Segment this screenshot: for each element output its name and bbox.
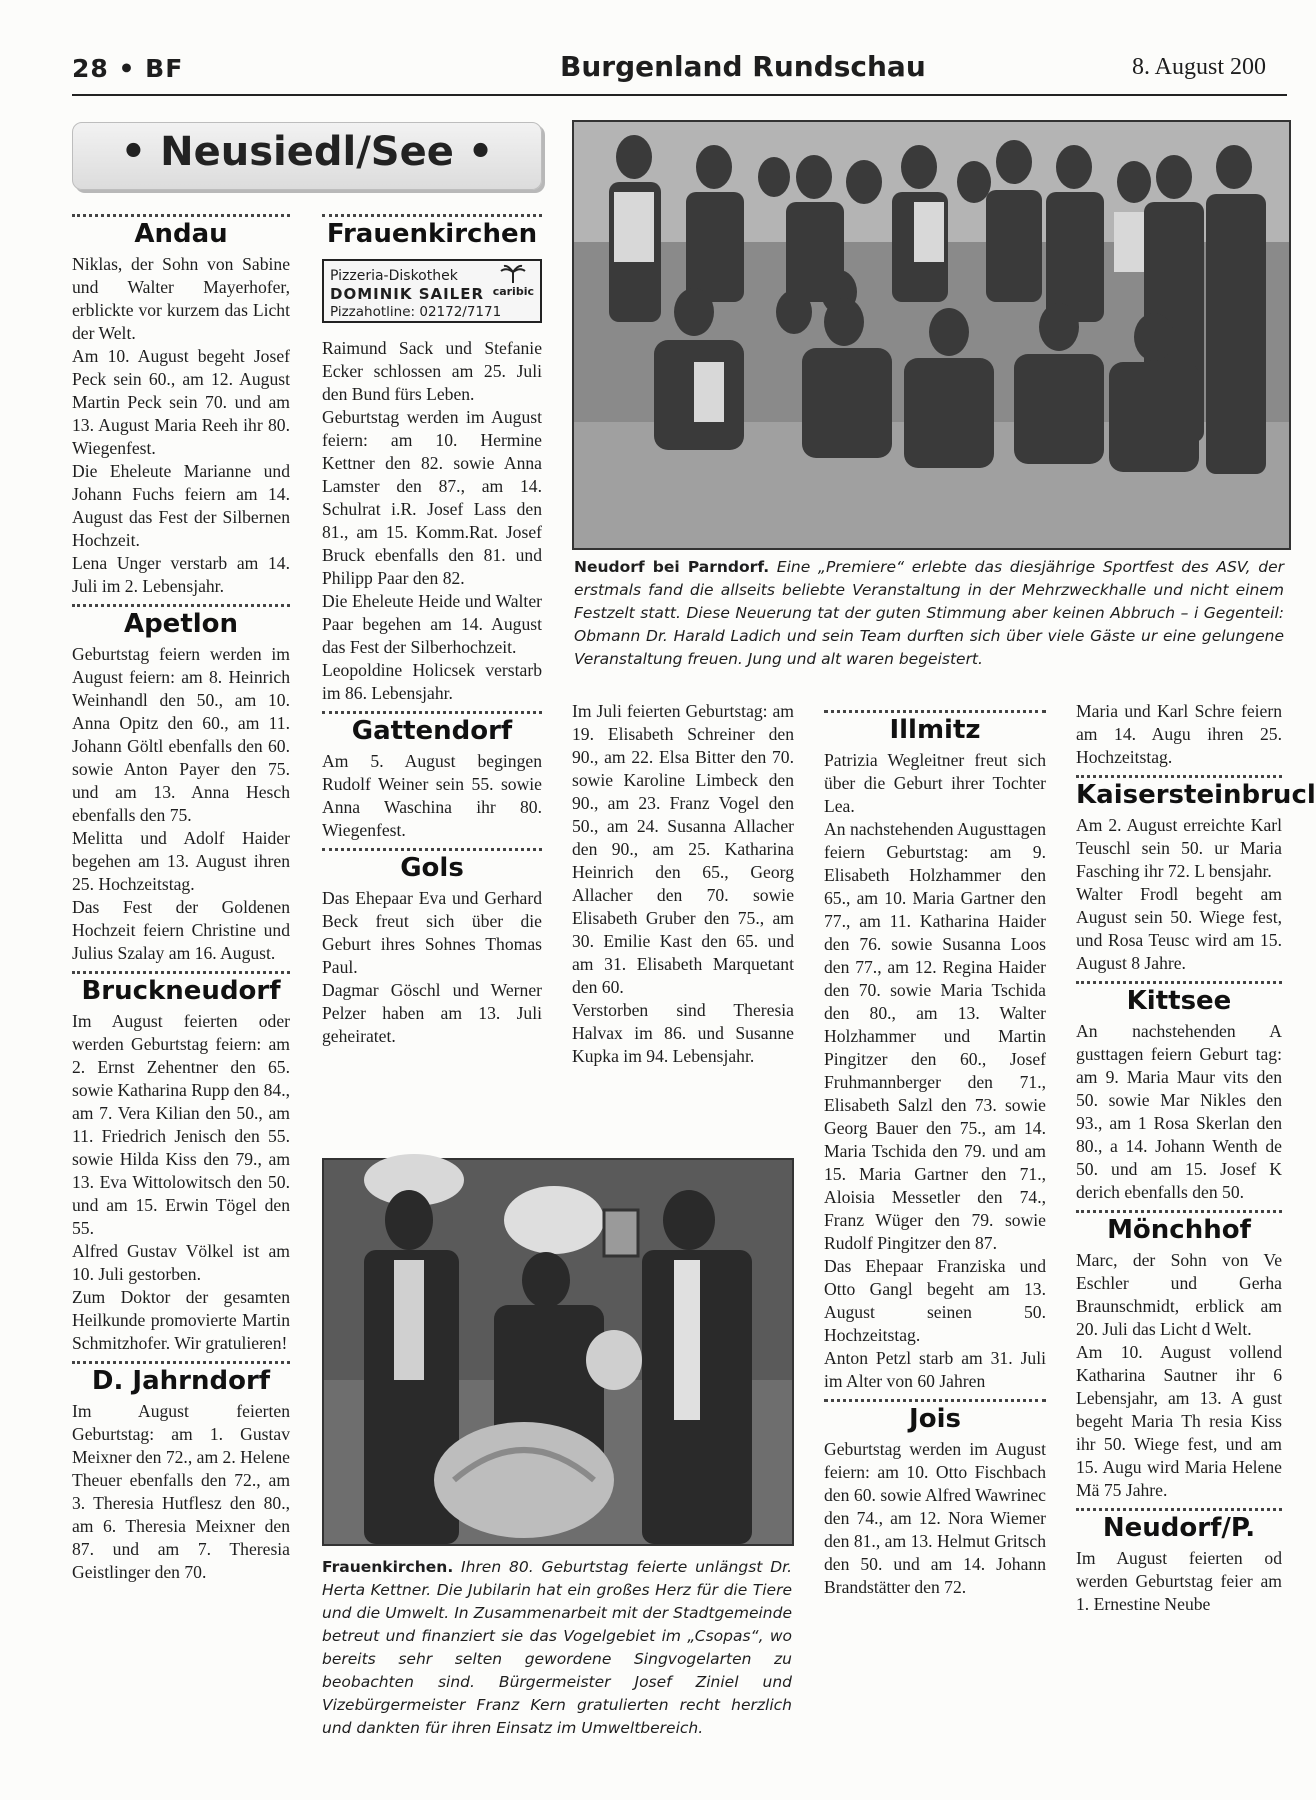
article-heading: Gattendorf: [351, 716, 513, 746]
article-paragraph: Im Juli feierten Geburtstag: am 19. Elisabeth Schreiner den 90., am 22. Elsa Bitter den 70. sowie Karoline Limbeck den 90., am 23. Franz Vogel den 50., am 24. Susanna Allacher den 90., am 25. Katharina Heinrich den 65., Georg Allacher den 70. sowie Elisabeth Gruber den 75., am 30. Emilie Kast den 65. und am 31. Elisabeth Marquetant den 60.: [572, 701, 794, 997]
article-paragraph: Am 10. August vollend Katharina Sautner ihr 6 Lebensjahr, am 13. A gust begeht Maria Th resia Kiss ihr 50. Wiege fest, und am 15. Augu wird Maria Helene Mä 75 Jahre.: [1076, 1342, 1282, 1500]
article-paragraph: Am 5. August begingen Rudolf Weiner sein 55. sowie Anna Waschina ihr 80. Wiegenfest.: [322, 751, 542, 840]
article-heading: Kaisersteinbrucl: [1076, 780, 1316, 810]
article-paragraph: Leopoldine Holicsek verstarb im 86. Lebensjahr.: [322, 660, 542, 703]
article-heading: Illmitz: [889, 715, 981, 745]
article-paragraph: Das Ehepaar Eva und Gerhard Beck freut sich über die Geburt ihres Sohnes Thomas Paul.: [322, 888, 542, 977]
article-paragraph: Das Ehepaar Franziska und Otto Gangl begeht am 13. August seinen 50. Hochzeitstag.: [824, 1256, 1046, 1345]
article-paragraph: Das Fest der Goldenen Hochzeit feiern Christine und Julius Szalay am 16. August.: [72, 897, 290, 963]
article-paragraph: Verstorben sind Theresia Halvax im 86. und Susanne Kupka im 94. Lebensjahr.: [572, 1000, 794, 1066]
article-heading: Andau: [134, 219, 228, 249]
article-paragraph: Maria und Karl Schre feiern am 14. Augu ihren 25. Hochzeitstag.: [1076, 701, 1282, 767]
article-paragraph: Lena Unger verstarb am 14. Juli im 2. Lebensjahr.: [72, 553, 290, 596]
column-2: [322, 208, 542, 1048]
article-heading: Bruckneudorf: [81, 976, 281, 1006]
article-paragraph: Im August feierten oder werden Geburtstag feiern: am 2. Ernst Zehentner den 65. sowie Katharina Rupp den 84., am 7. Vera Kilian den 50., am 11. Friedrich Jenisch den 55. sowie Hilda Kiss den 79., am 13. Eva Wittolowitsch den 50. und am 15. Erwin Tögel den 55.: [72, 1011, 290, 1238]
article-paragraph: Walter Frodl begeht am August sein 50. Wiege fest, und Rosa Teusc wird am 15. August 8 Jahre.: [1076, 884, 1282, 973]
ad-logo: [493, 265, 534, 298]
caption-text: Ihren 80. Geburtstag feierte unlängst Dr. Herta Kettner. Die Jubilarin hat ein großes Herz für die Tiere und die Umwelt. In Zusammenarbeit mit der Stadtgemeinde betreut und finanziert sie das Vogelgebiet im „Csopas“, wo bereits sehr selten gewordene Singvogelarten zu beobachten sind. Bürgermeister Josef Ziniel und Vizebürgermeister Franz Kern gratulierten recht herzlich und dankten für ihren Einsatz im Umweltbereich.: [322, 1558, 792, 1737]
article-paragraph: Dagmar Göschl und Werner Pelzer haben am 13. Juli geheiratet.: [322, 980, 542, 1046]
article-heading: Kittsee: [1126, 986, 1232, 1016]
section-title: • Neusiedl/See •: [120, 129, 494, 175]
article-paragraph: An nachstehenden Augusttagen feiern Geburtstag: am 9. Elisabeth Holzhammer den 65., am 10. Maria Gartner den 77., am 11. Katharina Haider den 76. sowie Susanna Loos den 77., am 12. Regina Haider den 70. sowie Maria Tschida den 80., am 13. Walter Holzhammer und Martin Pingitzer den 60., Josef Fruhmannberger den 71., Elisabeth Salzl den 73. sowie Georg Bauer den 75., am 14. Maria Tschida den 79. und am 15. Maria Gartner den 71., Aloisia Messetler den 74., Franz Wüger den 79. sowie Rudolf Pingitzer den 87.: [824, 819, 1046, 1253]
sportfest-group-photo: [572, 120, 1291, 550]
article-heading: D. Jahrndorf: [91, 1366, 271, 1396]
article-paragraph: Alfred Gustav Völkel ist am 10. Juli gestorben.: [72, 1241, 290, 1284]
article-paragraph: Im August feierten Geburtstag: am 1. Gustav Meixner den 72., am 2. Helene Theuer ebenfalls den 72., am 3. Theresia Hutflesz den 80., am 6. Theresia Meixner den 87. und am 7. Theresia Geistlinger den 70.: [72, 1401, 290, 1582]
article-paragraph: An nachstehenden A gusttagen feiern Geburt tag: am 9. Maria Maur vits den 50. sowie Mar Nikles den 93., am 1 Rosa Skerlan den 80., a 14. Johann Wenth de 50. und am 15. Josef K derich ebenfalls den 50.: [1076, 1021, 1282, 1202]
page-number: 28 • BF: [72, 54, 184, 83]
article-paragraph: Geburtstag werden im August feiern: am 10. Otto Fischbach den 60. sowie Alfred Wawrinec den 74., am 12. Nora Wiemer den 81., am 13. Helmut Gritsch den 50. und am 14. Johann Brandstätter den 72.: [824, 1439, 1046, 1597]
article-paragraph: Am 10. August begeht Josef Peck sein 60., am 12. August Martin Peck sein 70. und am 13. August Maria Reeh ihr 80. Wiegenfest.: [72, 346, 290, 458]
ad-line-3: Pizzahotline: 02172/7171: [330, 304, 502, 320]
column-5: [1076, 700, 1316, 1616]
caption-location: Neudorf bei Parndorf.: [574, 558, 770, 576]
palm-tree-icon: [498, 265, 528, 283]
birthday-photo: [322, 1158, 794, 1546]
page-header: [72, 50, 1287, 96]
article-paragraph: Patrizia Wegleitner freut sich über die Geburt ihrer Tochter Lea.: [824, 750, 1046, 816]
photo-birthday-image: [324, 1160, 792, 1544]
ad-line-2: DOMINIK SAILER: [330, 285, 485, 303]
article-paragraph: Geburtstag werden im August feiern: am 10. Hermine Kettner den 82. sowie Anna Lamster den 87., am 14. Schulrat i.R. Josef Lass den 81., am 15. Komm.Rat. Josef Bruck ebenfalls den 81. und Philipp Paar den 82.: [322, 407, 542, 588]
ad-brand-name: caribic: [492, 285, 534, 298]
article-paragraph: Niklas, der Sohn von Sabine und Walter Mayerhofer, erblickte vor kurzem das Licht der Welt.: [72, 254, 290, 343]
article-paragraph: Die Eheleute Heide und Walter Paar begehen am 14. August das Fest der Silberhochzeit.: [322, 591, 542, 657]
pizzeria-ad: [322, 259, 542, 323]
article-paragraph: Geburtstag feiern werden im August feiern: am 8. Heinrich Weinhandl den 50., am 10. Anna Opitz den 60., am 11. Johann Göltl ebenfalls den 60. sowie Anton Payer den 75. und am 13. Anna Hesch ebenfalls den 75.: [72, 644, 290, 825]
ad-line-1: Pizzeria-Diskothek: [330, 268, 458, 284]
article-heading: Mönchhof: [1107, 1215, 1251, 1245]
top-photo-caption: [574, 556, 1284, 671]
article-heading: Apetlon: [123, 609, 239, 639]
column-3: [572, 700, 794, 1068]
article-paragraph: Im August feierten od werden Geburtstag feier am 1. Ernestine Neube: [1076, 1548, 1282, 1614]
article-heading: Neudorf/P.: [1102, 1513, 1256, 1543]
caption-location: Frauenkirchen.: [322, 1558, 454, 1576]
column-4: [824, 704, 1046, 1599]
article-paragraph: Raimund Sack und Stefanie Ecker schlossen am 25. Juli den Bund fürs Leben.: [322, 338, 542, 404]
issue-date: 8. August 200: [1132, 54, 1267, 80]
caption-text: Eine „Premiere“ erlebte das diesjährige Sportfest des ASV, der erstmals fand die allseits beliebte Veranstaltung in der Mehrzweckhalle und nicht einem Festzelt statt. Diese Neuerung tat der guten Stimmung aber keinen Abbruch – i Gegenteil: Obmann Dr. Harald Ladich und sein Team durften sich über viele Gäste ur eine gelungene Veranstaltung freuen. Jung und alt waren begeistert.: [574, 558, 1284, 668]
photo-group-image: [574, 122, 1289, 548]
article-heading: Gols: [400, 853, 464, 883]
bottom-photo-caption: [322, 1556, 792, 1740]
article-paragraph: Die Eheleute Marianne und Johann Fuchs feiern am 14. August das Fest der Silbernen Hochzeit.: [72, 461, 290, 550]
article-paragraph: Anton Petzl starb am 31. Juli im Alter von 60 Jahren: [824, 1348, 1046, 1391]
column-1: [72, 208, 290, 1584]
article-paragraph: Marc, der Sohn von Ve Eschler und Gerha Braunschmidt, erblick am 20. Juli das Licht d Welt.: [1076, 1250, 1282, 1339]
article-paragraph: Melitta und Adolf Haider begehen am 13. August ihren 25. Hochzeitstag.: [72, 828, 290, 894]
article-heading: Jois: [909, 1404, 961, 1434]
section-banner: [72, 122, 542, 190]
article-paragraph: Am 2. August erreichte Karl Teuschl sein 50. ur Maria Fasching ihr 72. L bensjahr.: [1076, 815, 1282, 881]
article-paragraph: Zum Doktor der gesamten Heilkunde promovierte Martin Schmitzhofer. Wir gratulieren!: [72, 1287, 290, 1353]
article-heading: Frauenkirchen: [326, 219, 538, 249]
newspaper-name: Burgenland Rundschau: [560, 50, 926, 83]
